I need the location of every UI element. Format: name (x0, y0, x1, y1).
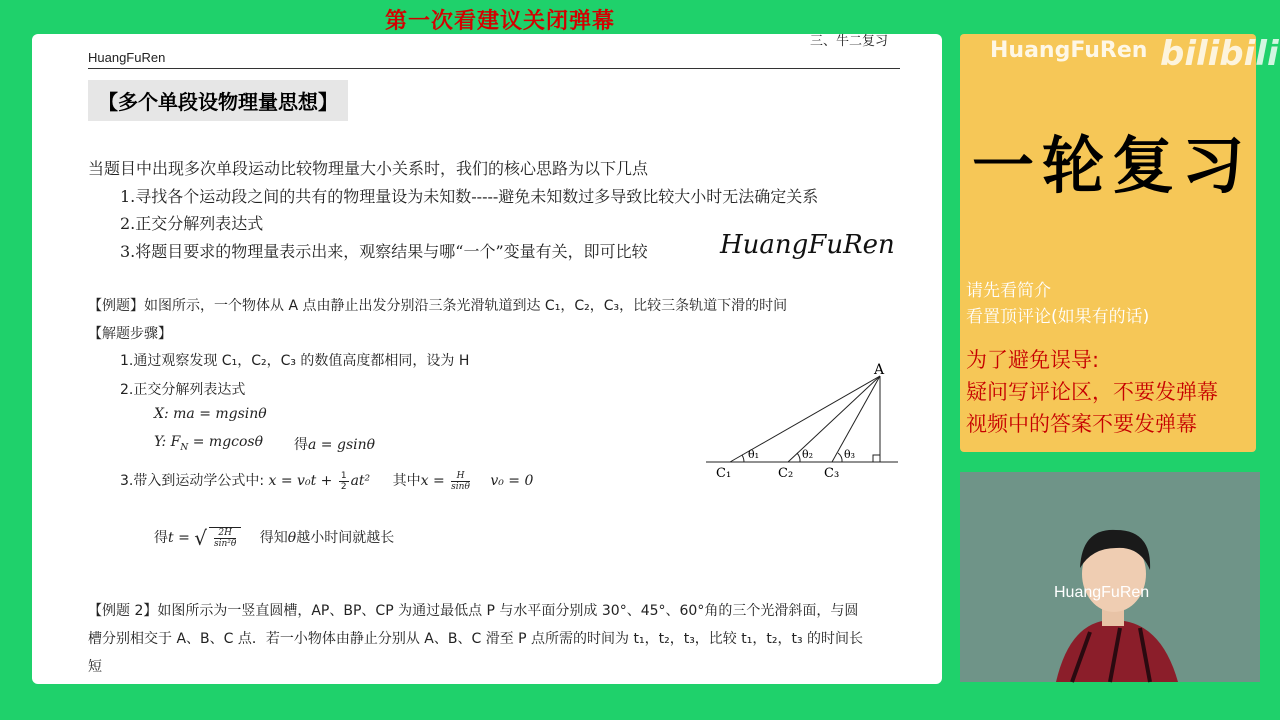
section-title: 【多个单段设物理量思想】 (88, 80, 348, 121)
document-page (32, 34, 942, 684)
theta1-label: θ₁ (748, 448, 760, 461)
fraction-half (339, 471, 349, 492)
handwritten-signature: HuangFuRen (720, 230, 895, 260)
angle-arc-1 (742, 455, 744, 462)
kinematics-formula: x = v₀t + (268, 473, 337, 489)
channel-name: HuangFuRen (990, 38, 1148, 63)
angle-arc-3 (838, 453, 842, 462)
example2-line3: 短 (88, 659, 102, 675)
example1-title: 【例题】如图所示，一个物体从 A 点由静止出发分别沿三条光滑轨道到达 C₁，C₂，C₃，比较三条轨道下滑的时间 (88, 298, 788, 314)
step-2: 2.正交分解列表达式 (120, 382, 246, 398)
see-description-note: 请先看简介 (966, 281, 1051, 301)
x-definition: x = (420, 473, 450, 489)
presenter-figure (960, 472, 1260, 682)
equation-a (294, 434, 375, 454)
steps-label: 【解题步骤】 (88, 326, 172, 342)
step3-prefix: 3.带入到运动学公式中: (120, 473, 265, 489)
equation-y (154, 434, 263, 453)
bilibili-logo: bilibili (1160, 34, 1279, 74)
example2-line2: 槽分别相交于 A、B、C 点．若一小物体由静止分别从 A、B、C 滑至 P 点所需的时间为 t₁，t₂，t₃，比较 t₁，t₂，t₃ 的时间长 (88, 631, 864, 647)
kinematics-formula-rest: at² (350, 473, 371, 489)
fraction-half-numerator: 1 (340, 470, 347, 481)
right-angle-mark (873, 455, 880, 462)
series-title: 一轮复习 (972, 129, 1253, 202)
c2-label: C₂ (778, 466, 794, 481)
fraction-x (451, 471, 470, 492)
where-label: 其中 (392, 473, 421, 489)
fraction-t (214, 528, 236, 549)
theta3-label: θ₃ (844, 448, 856, 461)
intro-text: 当题目中出现多次单段运动比较物理量大小关系时，我们的核心思路为以下几点 (88, 159, 649, 178)
initial-velocity: v₀ = 0 (490, 473, 534, 489)
result-t: t = (168, 530, 195, 546)
warning-heading: 为了避免误导: (966, 348, 1100, 372)
c1-label: C₁ (716, 466, 732, 481)
c3-label: C₃ (824, 466, 840, 481)
sqrt-sign: √ (194, 526, 208, 550)
webcam-overlay (960, 472, 1260, 682)
see-pinned-comment-note: 看置顶评论(如果有的话) (966, 307, 1150, 327)
document-author: HuangFuRen (88, 50, 166, 65)
fraction-x-denominator: sinθ (451, 481, 470, 492)
conclusion-theta: θ (287, 530, 297, 546)
danmaku-warning-banner: 第一次看建议关闭弹幕 (385, 9, 616, 34)
fraction-x-numerator: H (451, 471, 470, 482)
result-prefix: 得 (154, 530, 168, 546)
warning-line-1: 疑问写评论区，不要发弹幕 (966, 380, 1218, 404)
inclined-tracks-figure (700, 362, 910, 482)
conclusion-b: 越小时间就越长 (296, 530, 395, 546)
example2-line1: 【例题 2】如图所示为一竖直圆槽，AP、BP、CP 为通过最低点 P 与水平面分别成 30°、45°、60°角的三个光滑斜面，与圆 (88, 603, 859, 619)
conclusion-a: 得知 (259, 530, 288, 546)
equation-y-lhs: Y: F (154, 434, 181, 450)
equation-y-subscript: N (180, 442, 189, 453)
step-1: 1.通过观察发现 C₁，C₂，C₃ 的数值高度都相同，设为 H (120, 353, 470, 369)
angle-arc-2 (797, 453, 800, 462)
fraction-t-numerator: 2H (214, 528, 236, 539)
point-3: 3.将题目要求的物理量表示出来，观察结果与哪“一个”变量有关，即可比较 (120, 242, 648, 261)
theta2-label: θ₂ (802, 448, 814, 461)
point-a-label: A (874, 362, 885, 378)
point-2: 2.正交分解列表达式 (120, 214, 264, 233)
equation-a-value: a = gsinθ (308, 437, 376, 453)
equation-x: X: ma = mgsinθ (154, 406, 267, 422)
equation-a-prefix: 得 (294, 437, 308, 453)
result-line (154, 526, 394, 550)
warning-line-2: 视频中的答案不要发弹幕 (966, 412, 1197, 436)
fraction-t-denominator: sin²θ (214, 539, 237, 549)
header-divider (88, 68, 900, 69)
fraction-half-denominator: 2 (340, 481, 347, 492)
info-panel (960, 34, 1279, 452)
track-3 (832, 376, 880, 462)
equation-y-rhs: = mgcosθ (188, 434, 264, 450)
chapter-corner-label: 三、牛二复习 (810, 34, 889, 49)
sqrt-body (209, 527, 241, 549)
point-1: 1.寻找各个运动段之间的共有的物理量设为未知数-----避免未知数过多导致比较大小时无法确定关系 (120, 187, 819, 206)
step-3 (120, 470, 533, 492)
camera-watermark: HuangFuRen (1054, 584, 1150, 601)
